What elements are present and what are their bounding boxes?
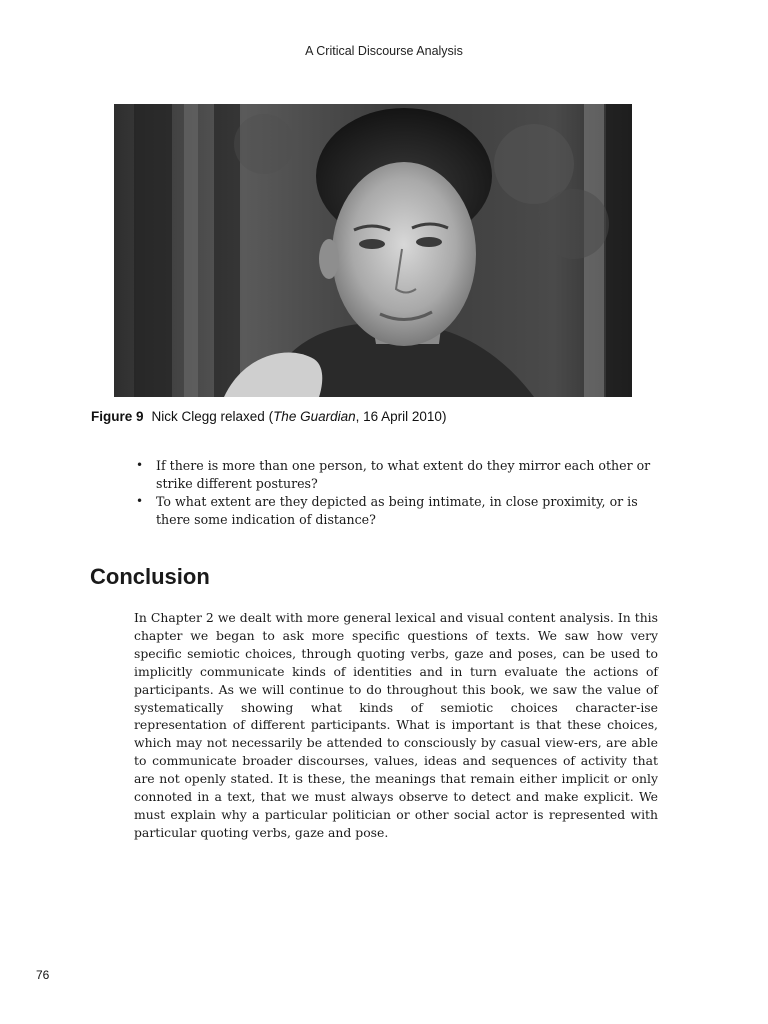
bullet-icon: • [136, 494, 144, 508]
caption-source: The Guardian [273, 409, 356, 424]
bullet-icon: • [136, 458, 144, 472]
figure-caption [91, 409, 691, 424]
list-item [134, 457, 664, 492]
page-number: 76 [36, 968, 50, 982]
conclusion-paragraph: In Chapter 2 we dealt with more general lexical and visual content analysis. In this chapter we began to ask more specific questions of texts. We saw how very specific semiotic choices, through quoting verbs, gaze and poses, can be used to implicitly communicate kinds of identities and in turn evaluate the actions of participants. As we will continue to do throughout this book, we saw the value of systematically showing what kinds of semiotic choices character-ise representation of different participants. What is important is that these choices, which may not necessarily be attended to consciously by casual view-ers, are able to communicate broader discourses, values, ideas and sequences of activity that are not openly stated. It is these, the meanings that remain either implicit or only connoted in a text, that we must always observe to detect and make explicit. We must explain why a particular politician or other social actor is represented with particular quoting verbs, gaze and pose. [134, 610, 658, 840]
caption-text: Nick Clegg relaxed ( [151, 409, 274, 424]
running-header: A Critical Discourse Analysis [305, 44, 463, 58]
figure-photo [114, 104, 632, 397]
list-item-text: To what extent are they depicted as being intimate, in close proximity, or is there some indication of distance? [156, 494, 638, 527]
figure-label: Figure 9 [91, 409, 144, 424]
portrait-photo-illustration [114, 104, 632, 397]
question-list [134, 457, 664, 529]
section-heading: Conclusion [90, 564, 210, 589]
list-item-text: If there is more than one person, to what extent do they mirror each other or strike different postures? [156, 458, 651, 491]
caption-date: , 16 April 2010) [355, 409, 447, 424]
list-item [134, 493, 664, 528]
